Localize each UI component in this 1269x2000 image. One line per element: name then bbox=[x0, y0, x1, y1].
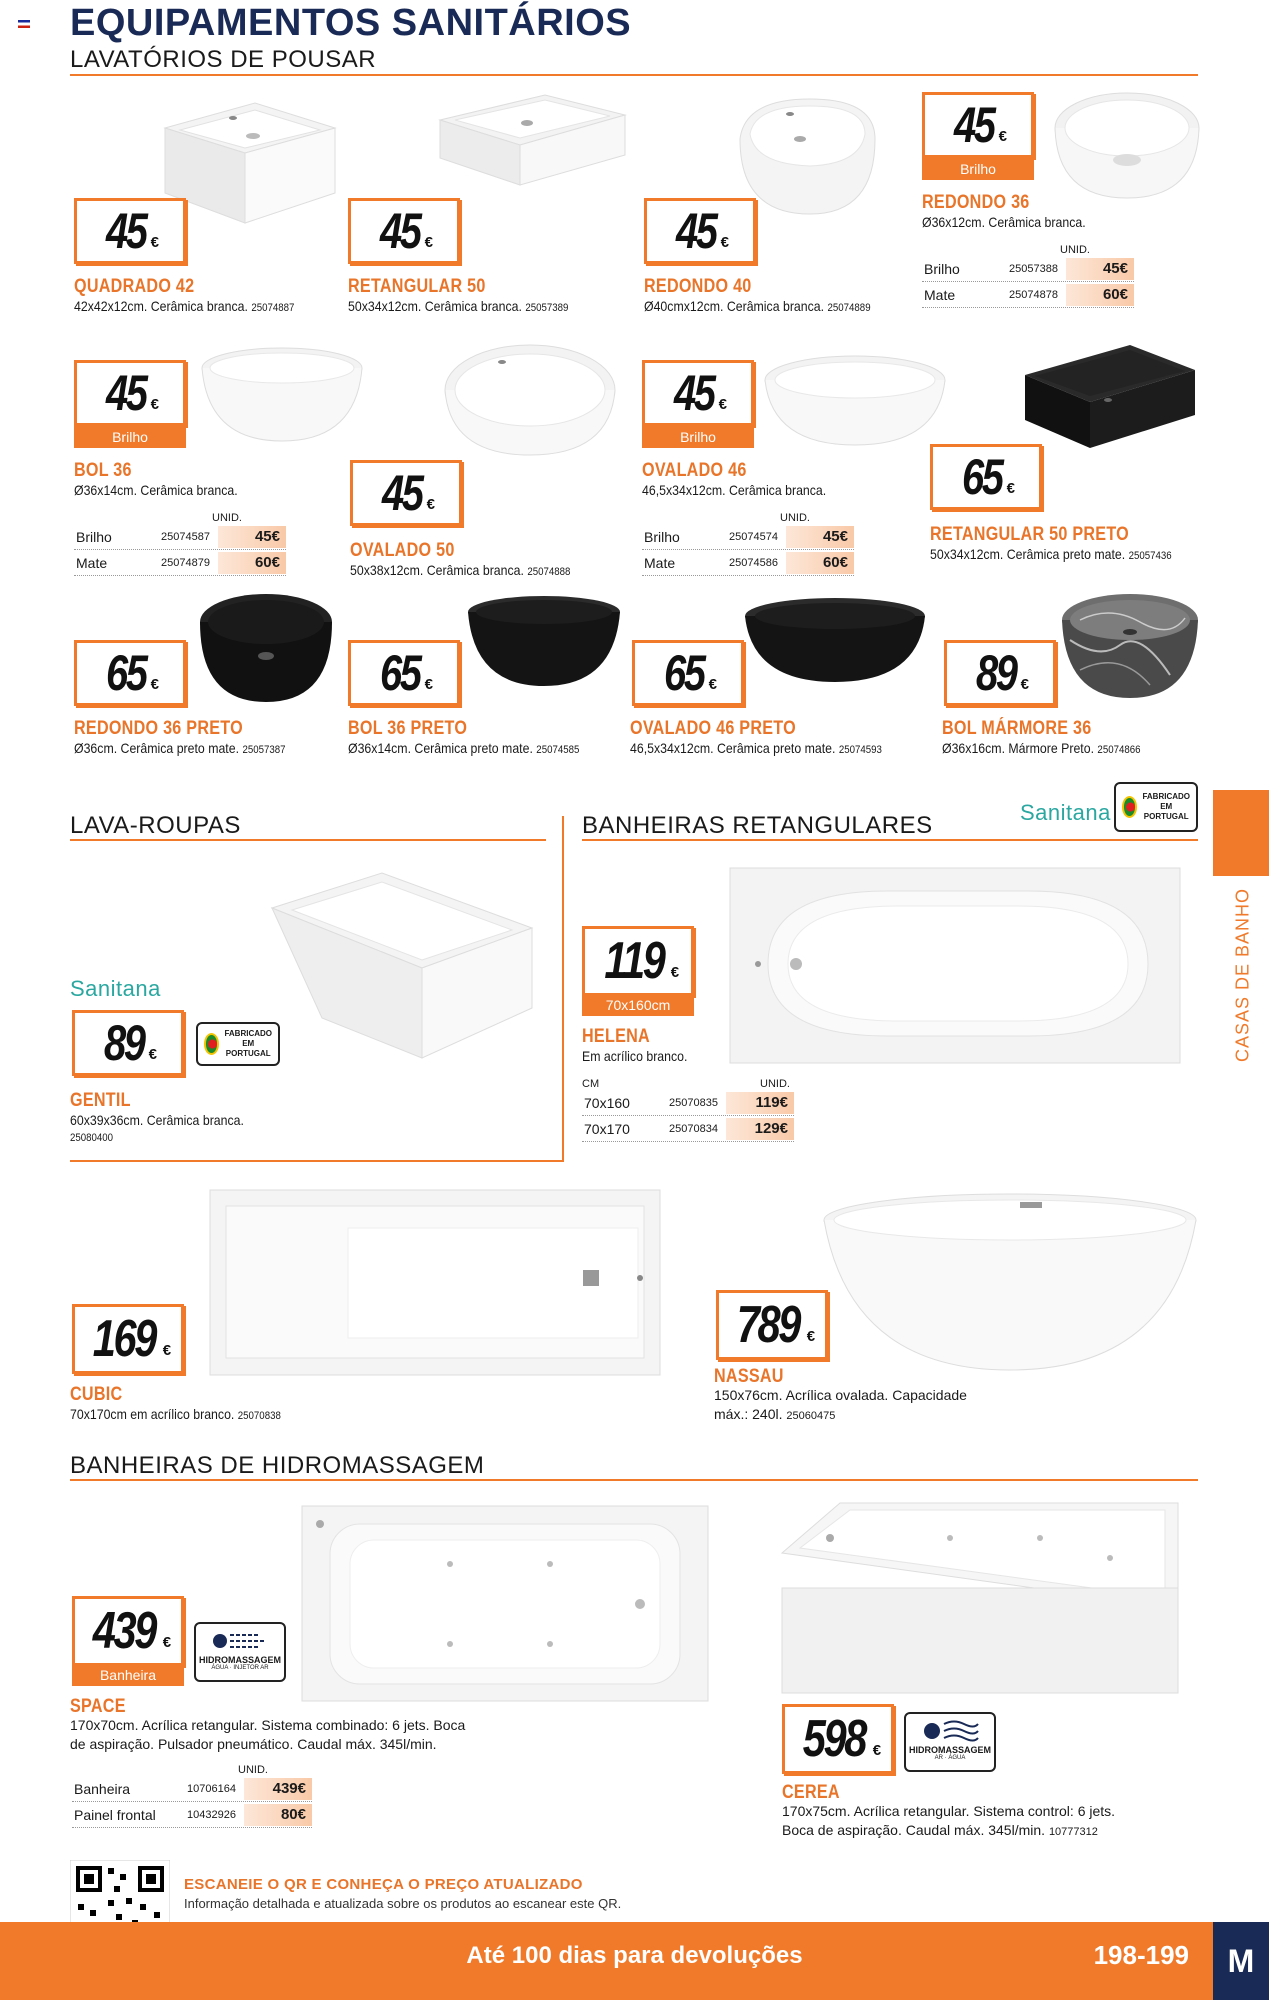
table-row: Mate 25074879 60€ bbox=[74, 550, 286, 576]
price-value: 45 bbox=[673, 365, 714, 421]
currency-symbol: € bbox=[872, 1741, 882, 1759]
product-name: OVALADO 50 bbox=[350, 540, 455, 561]
product-desc: 42x42x12cm. Cerâmica branca. 25074887 bbox=[74, 298, 295, 314]
bol-36-preto-image bbox=[466, 594, 622, 688]
price-value: 789 bbox=[736, 1296, 799, 1354]
product-name: GENTIL bbox=[70, 1090, 131, 1111]
unit-header: UNID. bbox=[238, 1764, 268, 1776]
divider bbox=[70, 74, 1198, 76]
brand-logo: M bbox=[1213, 1922, 1269, 2000]
product-desc: Em acrílico branco. bbox=[582, 1048, 688, 1064]
redondo-36-image bbox=[1052, 88, 1202, 203]
price-value: 598 bbox=[802, 1710, 865, 1768]
ovalado-46-preto-image bbox=[742, 596, 928, 684]
space-image bbox=[300, 1504, 712, 1704]
section-title-lava-roupas: LAVA-ROUPAS bbox=[70, 812, 241, 839]
price-value: 45 bbox=[675, 203, 716, 259]
variant-table bbox=[72, 1764, 312, 1828]
section-title-lavatorios: LAVATÓRIOS DE POUSAR bbox=[70, 46, 377, 73]
price-value: 119 bbox=[604, 932, 664, 990]
product-ref: 25074866 bbox=[1097, 744, 1141, 756]
product-ref: 25074889 bbox=[827, 302, 871, 314]
currency-symbol: € bbox=[670, 963, 680, 981]
retangular-50-preto-image bbox=[1020, 340, 1200, 455]
finish-tag: Brilho bbox=[74, 426, 186, 448]
product-ref: 25060475 bbox=[786, 1410, 836, 1422]
made-in-portugal-badge: FABRICADO EM PORTUGAL bbox=[196, 1022, 280, 1066]
variant-table bbox=[74, 512, 286, 576]
finish-tag: Brilho bbox=[922, 158, 1034, 180]
price-tag bbox=[72, 1010, 184, 1076]
product-ref: 25057387 bbox=[242, 744, 286, 756]
variant-table bbox=[922, 244, 1134, 308]
price-tag bbox=[72, 1304, 184, 1374]
product-name: NASSAU bbox=[714, 1366, 784, 1387]
product-desc: 60x39x36cm. Cerâmica branca. bbox=[70, 1112, 244, 1128]
currency-symbol: € bbox=[150, 233, 159, 251]
table-row: Mate 25074878 60€ bbox=[922, 282, 1134, 308]
price-tag bbox=[348, 198, 460, 264]
nassau-image bbox=[820, 1190, 1200, 1380]
currency-symbol: € bbox=[708, 675, 717, 693]
price-value: 439 bbox=[92, 1602, 155, 1660]
bol-36-image bbox=[198, 346, 366, 446]
table-row: 70x170 25070834 129€ bbox=[582, 1116, 794, 1142]
product-desc: 50x34x12cm. Cerâmica branca. 25057389 bbox=[348, 298, 569, 314]
bol-marmore-36-image bbox=[1060, 590, 1200, 700]
product-ref: 25057436 bbox=[1128, 550, 1172, 562]
product-desc: Ø36cm. Cerâmica preto mate. 25057387 bbox=[74, 740, 286, 756]
product-desc: Ø36x12cm. Cerâmica branca. bbox=[922, 214, 1086, 230]
table-row: Brilho 25074574 45€ bbox=[642, 524, 854, 550]
section-title-hidromassagem: BANHEIRAS DE HIDROMASSAGEM bbox=[70, 1452, 485, 1479]
size-header: CM bbox=[582, 1078, 600, 1090]
currency-symbol: € bbox=[720, 233, 729, 251]
cerea-image bbox=[780, 1498, 1180, 1698]
product-name: REDONDO 40 bbox=[644, 276, 752, 297]
sanitana-logo: Sanitana bbox=[1020, 800, 1111, 825]
product-name: QUADRADO 42 bbox=[74, 276, 195, 297]
finish-tag: Brilho bbox=[642, 426, 754, 448]
price-tag bbox=[582, 926, 694, 996]
hidromassagem-badge: HIDROMASSAGEM AR · ÁGUA bbox=[904, 1712, 996, 1772]
product-ref: 25074887 bbox=[251, 302, 295, 314]
product-ref: 10777312 bbox=[1048, 1826, 1098, 1838]
price-value: 45 bbox=[381, 465, 422, 521]
price-tag bbox=[350, 460, 462, 526]
page-title: EQUIPAMENTOS SANITÁRIOS bbox=[70, 2, 632, 44]
price-value: 65 bbox=[961, 449, 1002, 505]
ovalado-46-image bbox=[760, 350, 950, 450]
currency-symbol: € bbox=[150, 395, 159, 413]
price-tag bbox=[74, 640, 186, 706]
unit-header: UNID. bbox=[212, 512, 242, 524]
page-numbers: 198-199 bbox=[1093, 1940, 1189, 1970]
product-desc: 70x170cm em acrílico branco. 25070838 bbox=[70, 1406, 281, 1422]
table-row: Banheira 10706164 439€ bbox=[72, 1776, 312, 1802]
price-value: 65 bbox=[105, 645, 146, 701]
currency-symbol: € bbox=[150, 675, 159, 693]
type-tag: Banheira bbox=[72, 1664, 184, 1686]
price-tag bbox=[782, 1704, 894, 1774]
currency-symbol: € bbox=[1006, 479, 1015, 497]
product-name: SPACE bbox=[70, 1696, 126, 1717]
divider bbox=[582, 839, 1198, 841]
price-value: 65 bbox=[663, 645, 704, 701]
price-tag bbox=[922, 92, 1034, 158]
hidromassagem-badge: HIDROMASSAGEM ÁGUA · INJETOR AR bbox=[194, 1622, 286, 1682]
size-tag: 70x160cm bbox=[582, 994, 694, 1016]
price-value: 89 bbox=[975, 645, 1016, 701]
product-ref: 25070838 bbox=[237, 1410, 281, 1422]
footer-returns-text: Até 100 dias para devoluções bbox=[466, 1942, 803, 1969]
product-desc: 46,5x34x12cm. Cerâmica preto mate. 25074593 bbox=[630, 740, 882, 756]
currency-symbol: € bbox=[148, 1045, 157, 1063]
currency-symbol: € bbox=[1020, 675, 1029, 693]
flag-icon bbox=[18, 20, 30, 28]
price-value: 65 bbox=[379, 645, 420, 701]
vertical-divider bbox=[562, 816, 564, 1162]
product-name: REDONDO 36 PRETO bbox=[74, 718, 243, 739]
product-desc: Ø36x14cm. Cerâmica branca. bbox=[74, 482, 238, 498]
currency-symbol: € bbox=[162, 1633, 172, 1651]
jets-icon bbox=[210, 1629, 270, 1653]
product-name: BOL MÁRMORE 36 bbox=[942, 718, 1092, 739]
price-tag bbox=[944, 640, 1056, 706]
product-desc: Ø36x16cm. Mármore Preto. 25074866 bbox=[942, 740, 1141, 756]
price-tag bbox=[72, 1596, 184, 1666]
currency-symbol: € bbox=[424, 675, 433, 693]
product-name: OVALADO 46 bbox=[642, 460, 747, 481]
product-desc: Ø40cmx12cm. Cerâmica branca. 25074889 bbox=[644, 298, 871, 314]
divider bbox=[70, 1160, 564, 1162]
price-tag bbox=[348, 640, 460, 706]
product-name: CEREA bbox=[782, 1782, 840, 1803]
product-desc: 150x76cm. Acrílica ovalada. Capacidade máx.: 240l. 25060475 bbox=[714, 1387, 967, 1422]
portugal-flag-icon bbox=[1122, 796, 1137, 818]
ovalado-50-image bbox=[442, 340, 617, 460]
product-name: RETANGULAR 50 PRETO bbox=[930, 524, 1129, 545]
qr-title: ESCANEIE O QR E CONHEÇA O PREÇO ATUALIZADO bbox=[184, 1876, 583, 1893]
product-name: HELENA bbox=[582, 1026, 650, 1047]
qr-subtitle: Informação detalhada e atualizada sobre os produtos ao escanear este QR. bbox=[184, 1896, 622, 1911]
currency-symbol: € bbox=[806, 1327, 816, 1345]
price-value: 45 bbox=[105, 365, 146, 421]
price-tag bbox=[642, 360, 754, 426]
table-row: Painel frontal 10432926 80€ bbox=[72, 1802, 312, 1828]
product-ref: 25074888 bbox=[527, 566, 571, 578]
price-value: 89 bbox=[103, 1015, 144, 1071]
price-value: 45 bbox=[953, 97, 994, 153]
product-ref: 25080400 bbox=[70, 1132, 114, 1144]
divider bbox=[70, 839, 546, 841]
product-desc: 46,5x34x12cm. Cerâmica branca. bbox=[642, 482, 827, 498]
sanitana-logo: Sanitana bbox=[70, 976, 161, 1001]
currency-symbol: € bbox=[998, 127, 1007, 145]
product-desc: 50x38x12cm. Cerâmica branca. 25074888 bbox=[350, 562, 571, 578]
price-tag bbox=[644, 198, 756, 264]
product-desc: 170x70cm. Acrílica retangular. Sistema combinado: 6 jets. Boca de aspiração. Pulsador pneumático. Caudal máx. 345l/min. bbox=[70, 1717, 466, 1752]
currency-symbol: € bbox=[162, 1341, 172, 1359]
product-name: CUBIC bbox=[70, 1384, 123, 1405]
made-in-portugal-badge: FABRICADO EM PORTUGAL bbox=[1114, 782, 1198, 832]
table-row: Mate 25074586 60€ bbox=[642, 550, 854, 576]
table-row: Brilho 25057388 45€ bbox=[922, 256, 1134, 282]
price-tag bbox=[74, 198, 186, 264]
price-tag bbox=[716, 1290, 828, 1360]
table-row: Brilho 25074587 45€ bbox=[74, 524, 286, 550]
product-ref: 25074593 bbox=[838, 744, 882, 756]
price-value: 45 bbox=[105, 203, 146, 259]
product-ref: 25057389 bbox=[525, 302, 569, 314]
product-name: BOL 36 bbox=[74, 460, 132, 481]
jets-icon bbox=[920, 1719, 980, 1743]
product-desc: 170x75cm. Acrílica retangular. Sistema control: 6 jets. Boca de aspiração. Caudal máx. 345l/min. 10777312 bbox=[782, 1803, 1116, 1838]
currency-symbol: € bbox=[426, 495, 435, 513]
gentil-image bbox=[262, 868, 542, 1068]
product-name: RETANGULAR 50 bbox=[348, 276, 486, 297]
table-row: 70x160 25070835 119€ bbox=[582, 1090, 794, 1116]
divider bbox=[70, 1479, 1198, 1481]
section-title-banheiras-retangulares: BANHEIRAS RETANGULARES bbox=[582, 812, 933, 839]
currency-symbol: € bbox=[424, 233, 433, 251]
price-value: 45 bbox=[379, 203, 420, 259]
portugal-flag-icon bbox=[204, 1033, 219, 1055]
helena-image bbox=[728, 866, 1184, 1066]
unit-header: UNID. bbox=[780, 512, 810, 524]
redondo-36-preto-image bbox=[198, 592, 334, 704]
product-name: OVALADO 46 PRETO bbox=[630, 718, 796, 739]
price-tag bbox=[74, 360, 186, 426]
unit-header: UNID. bbox=[1060, 244, 1090, 256]
unit-header: UNID. bbox=[760, 1078, 790, 1090]
variant-table bbox=[582, 1078, 794, 1142]
price-value: 169 bbox=[92, 1310, 155, 1368]
variant-table bbox=[642, 512, 854, 576]
product-name: BOL 36 PRETO bbox=[348, 718, 468, 739]
product-name: REDONDO 36 bbox=[922, 192, 1030, 213]
price-tag bbox=[930, 444, 1042, 510]
redondo-40-image bbox=[735, 94, 880, 219]
product-desc: 50x34x12cm. Cerâmica preto mate. 25057436 bbox=[930, 546, 1172, 562]
cubic-image bbox=[208, 1188, 664, 1378]
product-ref: 25074585 bbox=[536, 744, 580, 756]
currency-symbol: € bbox=[718, 395, 727, 413]
side-section-label: CASAS DE BANHO bbox=[1232, 887, 1253, 1063]
price-tag bbox=[632, 640, 744, 706]
retangular-50-image bbox=[435, 90, 630, 190]
product-desc: Ø36x14cm. Cerâmica preto mate. 25074585 bbox=[348, 740, 580, 756]
side-tab bbox=[1213, 790, 1269, 876]
